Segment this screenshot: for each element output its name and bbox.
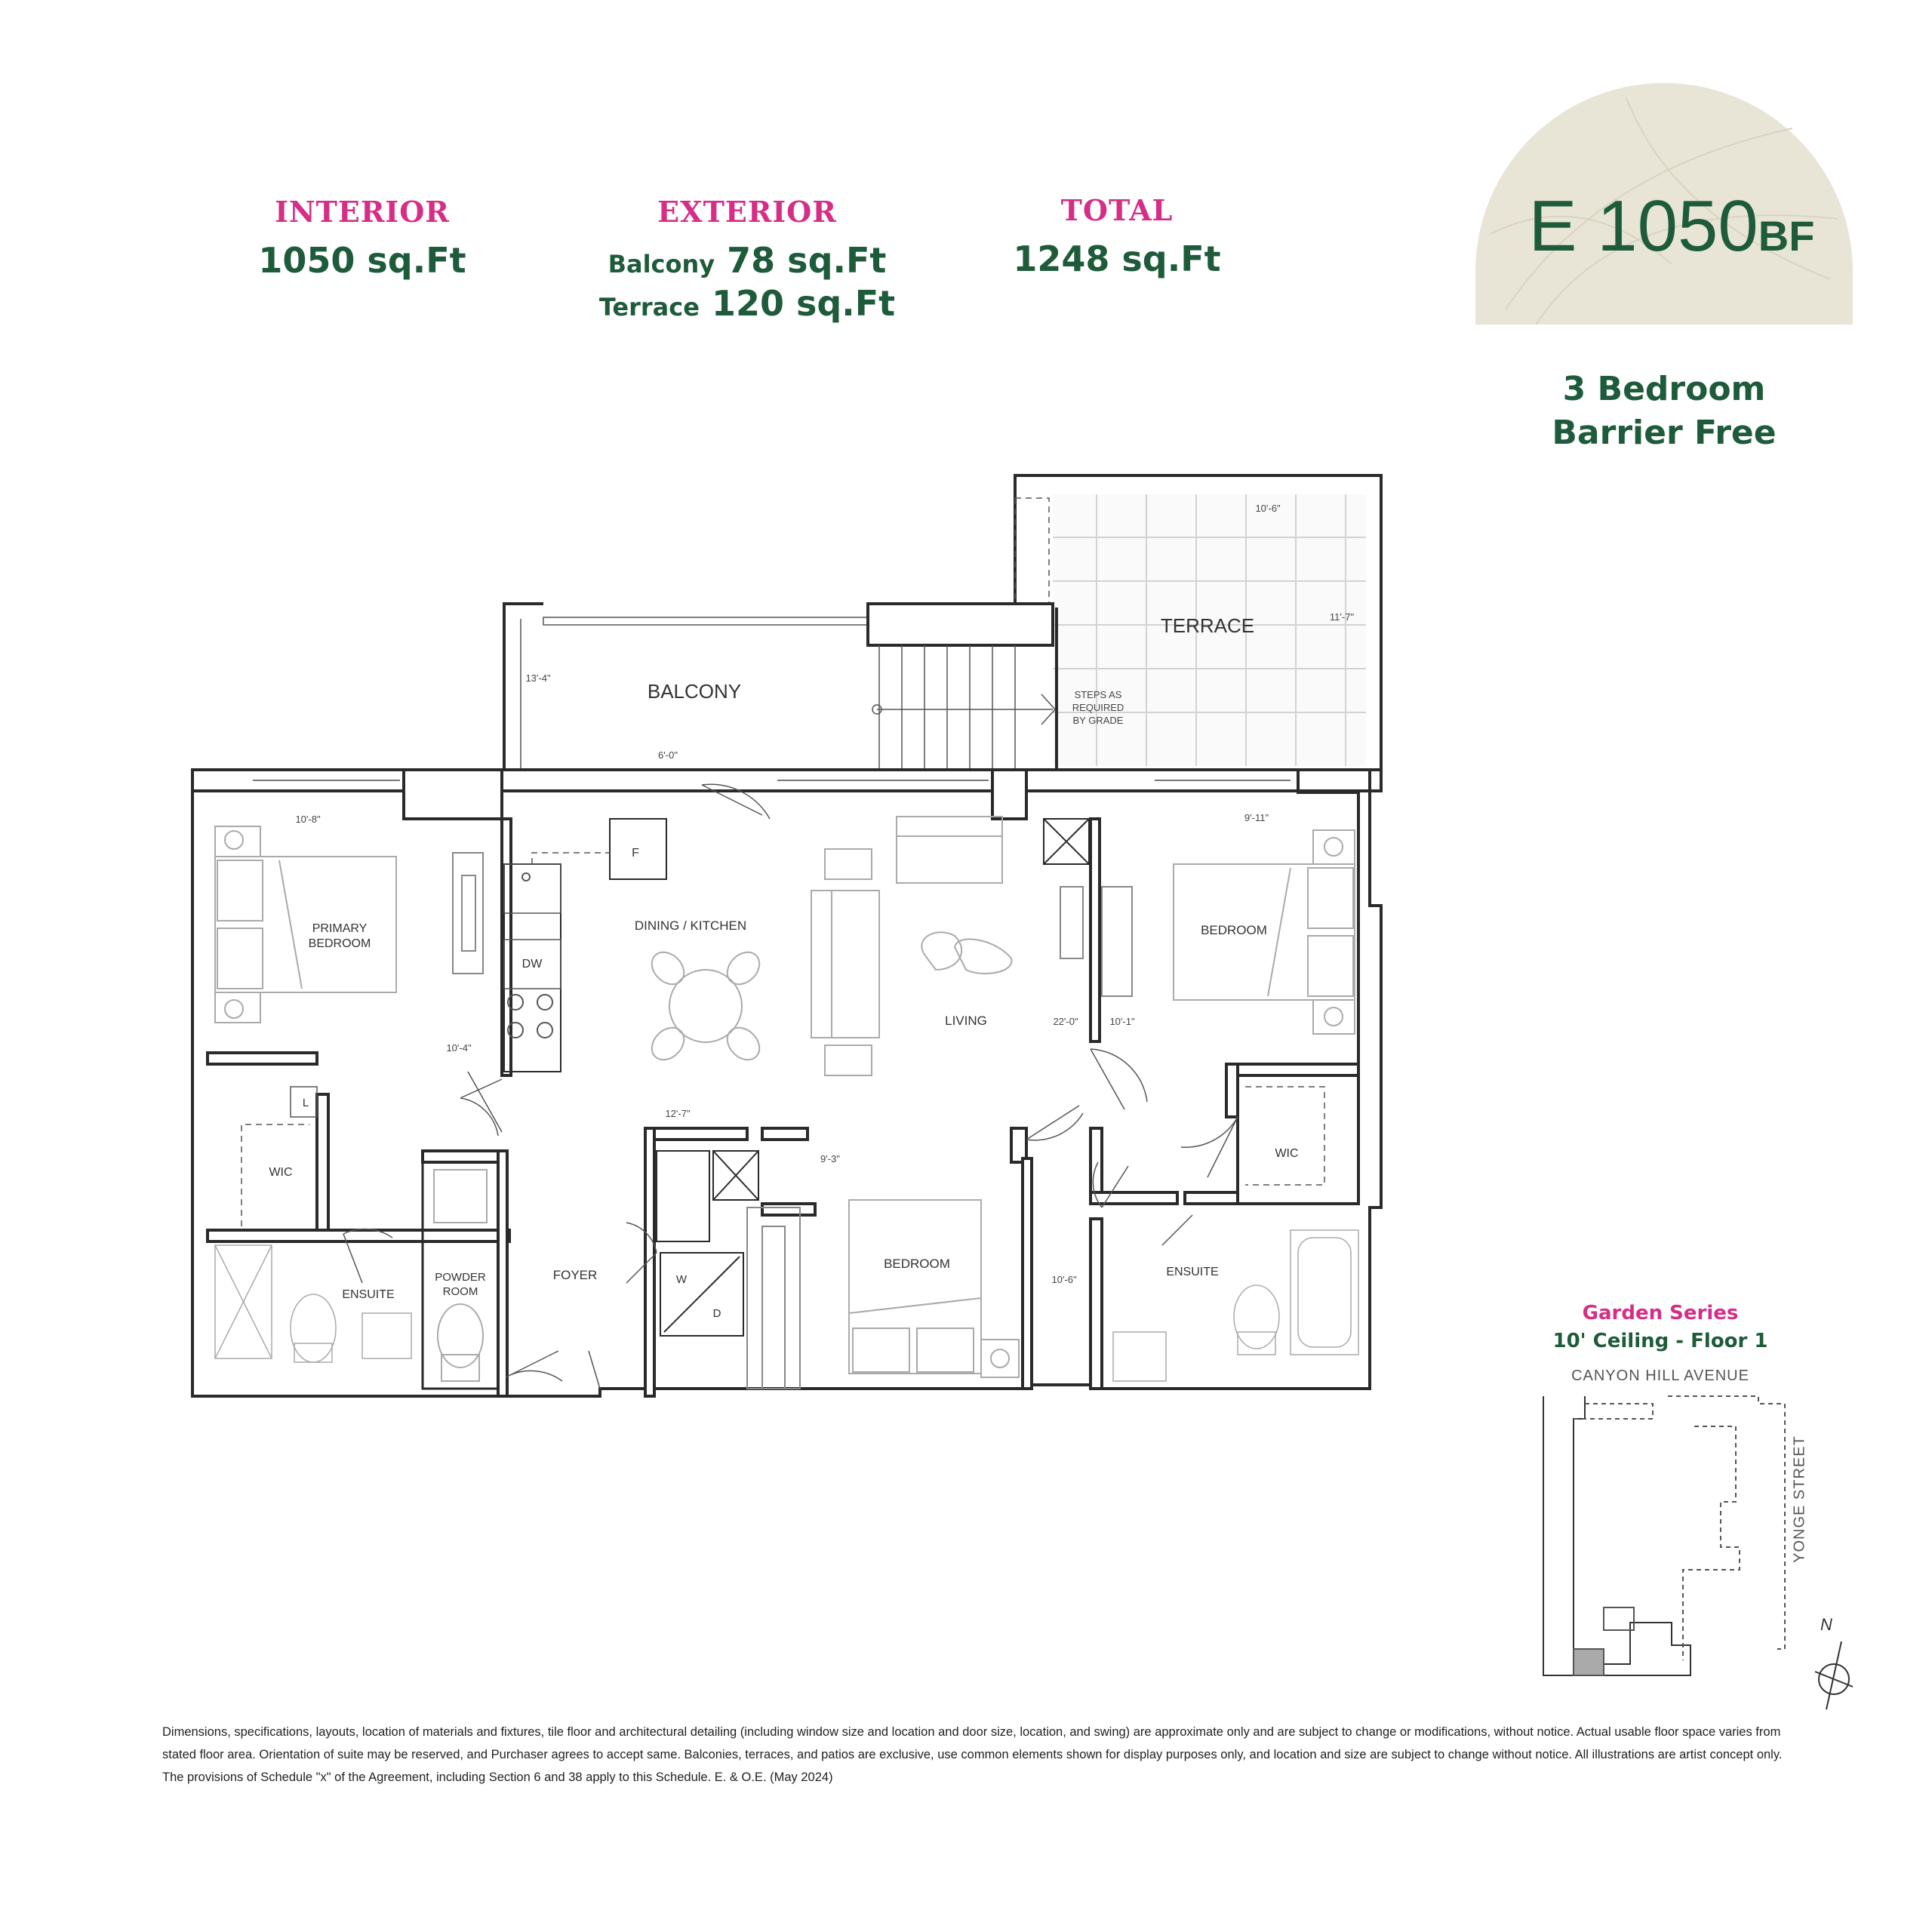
dim-balcony-depth: 13'-4" xyxy=(525,672,551,684)
west-wic-ensuite xyxy=(215,1087,411,1362)
disclaimer: Dimensions, specifications, layouts, location of materials and fixtures, tile floor and architectural detailing (including window size and location and door size, location, and swing) are approximate only and are subject to change or modifications, without notice. Actual usable floor space varies from stated floor area. Orientation of suite may be reserved, and Purchaser agrees to accept same. Balconies, terraces, and patios are exclusive, use common elements shown for display purposes only, and location and size are subject to change without notice. All illustrations are artist concept only. The provisions of Schedule "x" of the Agreement, including Section 6 and 38 apply to this Schedule. E. & O.E. (May 2024) xyxy=(162,1725,1783,1784)
label-dishwasher: DW xyxy=(521,958,543,971)
total-value: 1248 sq.Ft xyxy=(1013,238,1221,279)
dim-primary-width: 10'-8" xyxy=(295,814,321,825)
powder-room xyxy=(423,1151,498,1389)
keyplan-street-north: CANYON HILL AVENUE xyxy=(1571,1367,1749,1384)
balcony-area-value: 78 sq.Ft xyxy=(727,240,887,281)
unit-type-line1: 3 Bedroom xyxy=(1562,370,1766,408)
label-washer: W xyxy=(675,1273,688,1286)
living-furniture xyxy=(811,817,1089,1075)
label-wic-east: WIC xyxy=(1275,1147,1299,1160)
interior-value: 1050 sq.Ft xyxy=(258,240,466,281)
dim-kitchen-width: 12'-7" xyxy=(665,1108,691,1119)
label-bedroom-south: BEDROOM xyxy=(884,1257,950,1271)
dim-bedroom-south-width: 9'-3" xyxy=(820,1153,840,1164)
stairs xyxy=(868,604,1055,770)
dim-bedroom-south-depth: 10'-6" xyxy=(1051,1274,1077,1285)
dim-balcony-width: 6'-0" xyxy=(658,749,678,761)
keyplan-north-label: N xyxy=(1820,1615,1832,1634)
total-label: TOTAL xyxy=(1060,193,1174,227)
dining-table xyxy=(645,946,765,1066)
keyplan-street-east: YONGE STREET xyxy=(1791,1435,1808,1563)
label-dryer: D xyxy=(712,1307,721,1320)
dim-terrace-width: 10'-6" xyxy=(1255,503,1281,514)
interior-label: INTERIOR xyxy=(275,195,450,229)
balcony-outline xyxy=(504,604,543,770)
label-primary-bedroom-2: BEDROOM xyxy=(308,937,371,950)
terrace-area-value: 120 sq.Ft xyxy=(711,283,896,324)
label-linen: L xyxy=(302,1097,309,1109)
label-fridge: F xyxy=(632,847,639,860)
dim-primary-depth: 10'-4" xyxy=(446,1042,472,1054)
label-powder-2: ROOM xyxy=(442,1285,478,1298)
balcony-area-label: Balcony xyxy=(608,250,715,278)
label-steps-2: REQUIRED xyxy=(1072,702,1124,713)
label-steps-1: STEPS AS xyxy=(1074,689,1122,700)
dim-bedroom-east-width: 9'-11" xyxy=(1244,812,1269,823)
label-wic-west: WIC xyxy=(269,1166,293,1179)
dim-terrace-depth: 11'-7" xyxy=(1329,611,1355,623)
exterior-label: EXTERIOR xyxy=(657,195,837,229)
keyplan-ceiling: 10' Ceiling - Floor 1 xyxy=(1552,1330,1768,1352)
label-dining-kitchen: DINING / KITCHEN xyxy=(634,918,747,933)
label-balcony: BALCONY xyxy=(647,680,742,703)
keyplan-series: Garden Series xyxy=(1582,1302,1739,1324)
unit-code-suffix: BF xyxy=(1758,212,1815,260)
label-powder-1: POWDER xyxy=(435,1271,486,1284)
label-living: LIVING xyxy=(945,1014,987,1028)
label-terrace: TERRACE xyxy=(1160,614,1255,637)
kitchen xyxy=(504,819,666,1072)
label-primary-bedroom-1: PRIMARY xyxy=(312,922,368,935)
label-ensuite-east: ENSUITE xyxy=(1166,1266,1219,1278)
unit-code-main: E 1050 xyxy=(1528,186,1758,266)
terrace-area-label: Terrace xyxy=(598,293,700,321)
dim-bedroom-east-depth: 10'-1" xyxy=(1109,1016,1135,1027)
south-bedroom-furniture xyxy=(747,1200,1019,1389)
label-steps-3: BY GRADE xyxy=(1072,715,1124,726)
label-ensuite-west: ENSUITE xyxy=(342,1288,395,1301)
label-foyer: FOYER xyxy=(552,1268,598,1282)
label-bedroom-east: BEDROOM xyxy=(1201,923,1267,937)
unit-type-line2: Barrier Free xyxy=(1552,414,1777,452)
foyer-closets xyxy=(657,1151,758,1336)
east-wic-ensuite xyxy=(1113,1087,1358,1381)
dim-living-depth: 22'-0" xyxy=(1053,1016,1078,1027)
